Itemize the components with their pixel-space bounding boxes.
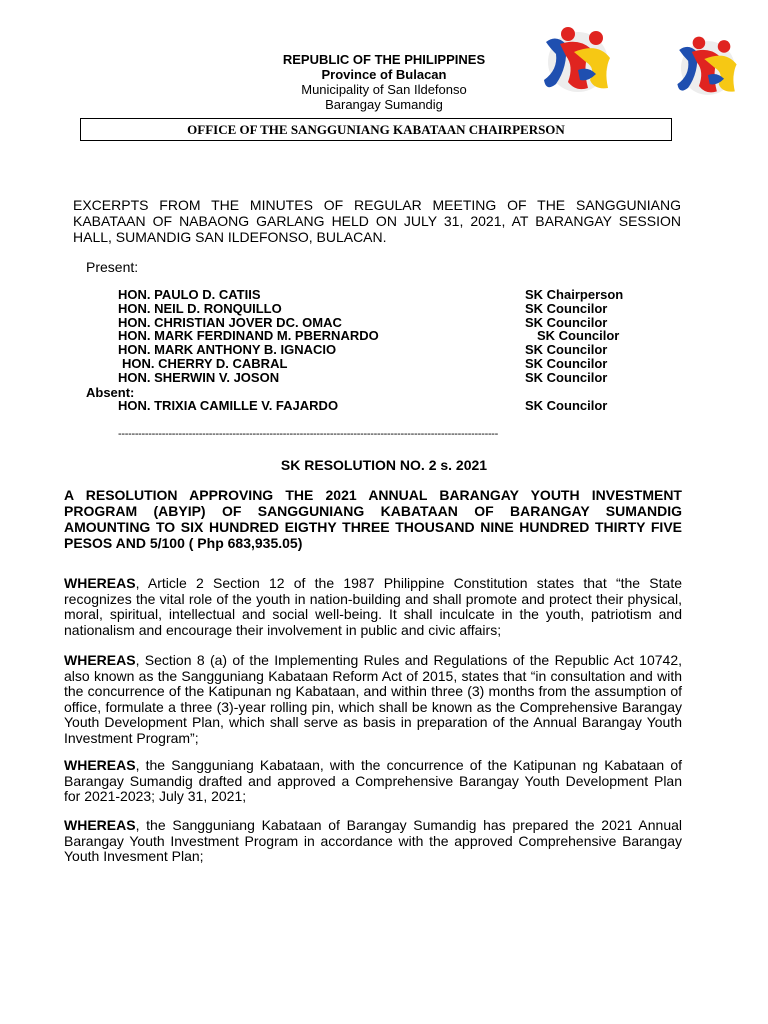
whereas-paragraph xyxy=(64,758,682,805)
member-position: SK Councilor xyxy=(525,342,608,357)
resolution-number: SK RESOLUTION NO. 2 s. 2021 xyxy=(280,457,488,473)
resolution-title: A RESOLUTION APPROVING THE 2021 ANNUAL BARANGAY YOUTH INVESTMENT PROGRAM (ABYIP) OF SANGGUNIANG KABATAAN OF BARANGAY SUMANDIG AMOUNTING TO SIX HUNDRED EIGTHY THREE THOUSAND NINE HUNDRED THIRTY FIVE PESOS AND 5/100 ( Php 683,935.05) xyxy=(64,487,682,551)
member-position: SK Councilor xyxy=(537,328,620,343)
whereas-label: WHEREAS xyxy=(64,817,136,833)
absent-label: Absent: xyxy=(86,385,135,400)
member-position: SK Councilor xyxy=(525,315,608,330)
member-position: SK Councilor xyxy=(525,370,608,385)
member-name: HON. NEIL D. RONQUILLO xyxy=(118,301,282,316)
member-name: HON. MARK ANTHONY B. IGNACIO xyxy=(118,342,337,357)
present-label: Present: xyxy=(86,259,139,275)
sk-logo-left xyxy=(538,22,616,102)
member-position: SK Councilor xyxy=(525,356,608,371)
whereas-text: , Article 2 Section 12 of the 1987 Philippine Constitution states that “the State recognizes the vital role of the youth in nation-building and shall promote and protect their physical, moral, spiritual, intellectual and social well-being. It shall inculcate in the youth, patriotism and nationalism and encourage their involvement in public and civic affairs; xyxy=(64,575,682,638)
whereas-label: WHEREAS xyxy=(64,575,136,591)
whereas-text: , the Sangguniang Kabataan of Barangay Sumandig has prepared the 2021 Annual Barangay Youth Investment Program in accordance with the approved Comprehensive Barangay Youth Invesment Plan; xyxy=(64,817,682,864)
member-name: HON. MARK FERDINAND M. PBERNARDO xyxy=(118,328,379,343)
office-title: OFFICE OF THE SANGGUNIANG KABATAAN CHAIRPERSON xyxy=(80,118,672,141)
member-position: SK Chairperson xyxy=(525,287,624,302)
minutes-excerpt-intro: EXCERPTS FROM THE MINUTES OF REGULAR MEETING OF THE SANGGUNIANG KABATAAN OF NABAONG GARLANG HELD ON JULY 31, 2021, AT BARANGAY SESSION HALL, SUMANDIG SAN ILDEFONSO, BULACAN. xyxy=(73,197,681,245)
whereas-text: , the Sangguniang Kabataan, with the concurrence of the Katipunan ng Kabataan of Barangay Sumandig drafted and approved a Comprehensive Barangay Youth Development Plan for 2021-2023; July 31, 2021; xyxy=(64,757,682,804)
member-name: HON. CHERRY D. CABRAL xyxy=(122,356,288,371)
whereas-paragraph xyxy=(64,576,682,638)
whereas-paragraph xyxy=(64,653,682,746)
separator-line: ----------------------------------------------------------------------------------------------------------------- xyxy=(118,428,499,440)
header-municipality: Municipality of San Ildefonso xyxy=(301,82,467,97)
absent-member-position: SK Councilor xyxy=(525,398,608,413)
member-name: HON. PAULO D. CATIIS xyxy=(118,287,261,302)
member-name: HON. SHERWIN V. JOSON xyxy=(118,370,280,385)
absent-member-name: HON. TRIXIA CAMILLE V. FAJARDO xyxy=(118,398,339,413)
whereas-text: , Section 8 (a) of the Implementing Rules and Regulations of the Republic Act 10742, also known as the Sangguniang Kabataan Reform Act of 2015, states that “in consultation and with the concurrence of the Katipunan ng Kabataan, and within three (3) months from the assumption of office, formulate a three (3)-year rolling pin, which shall be known as the Comprehensive Barangay Youth Development Plan, which shall serve as basis in preparation of the Annual Barangay Youth Investment Program”; xyxy=(64,652,682,746)
letterhead xyxy=(0,52,768,112)
member-name: HON. CHRISTIAN JOVER DC. OMAC xyxy=(118,315,342,330)
member-position: SK Councilor xyxy=(525,301,608,316)
header-barangay: Barangay Sumandig xyxy=(325,97,443,112)
whereas-label: WHEREAS xyxy=(64,757,136,773)
whereas-label: WHEREAS xyxy=(64,652,136,668)
header-province: Province of Bulacan xyxy=(321,67,447,82)
whereas-paragraph xyxy=(64,818,682,865)
sk-logo-right xyxy=(672,32,742,104)
header-country: REPUBLIC OF THE PHILIPPINES xyxy=(282,52,486,67)
